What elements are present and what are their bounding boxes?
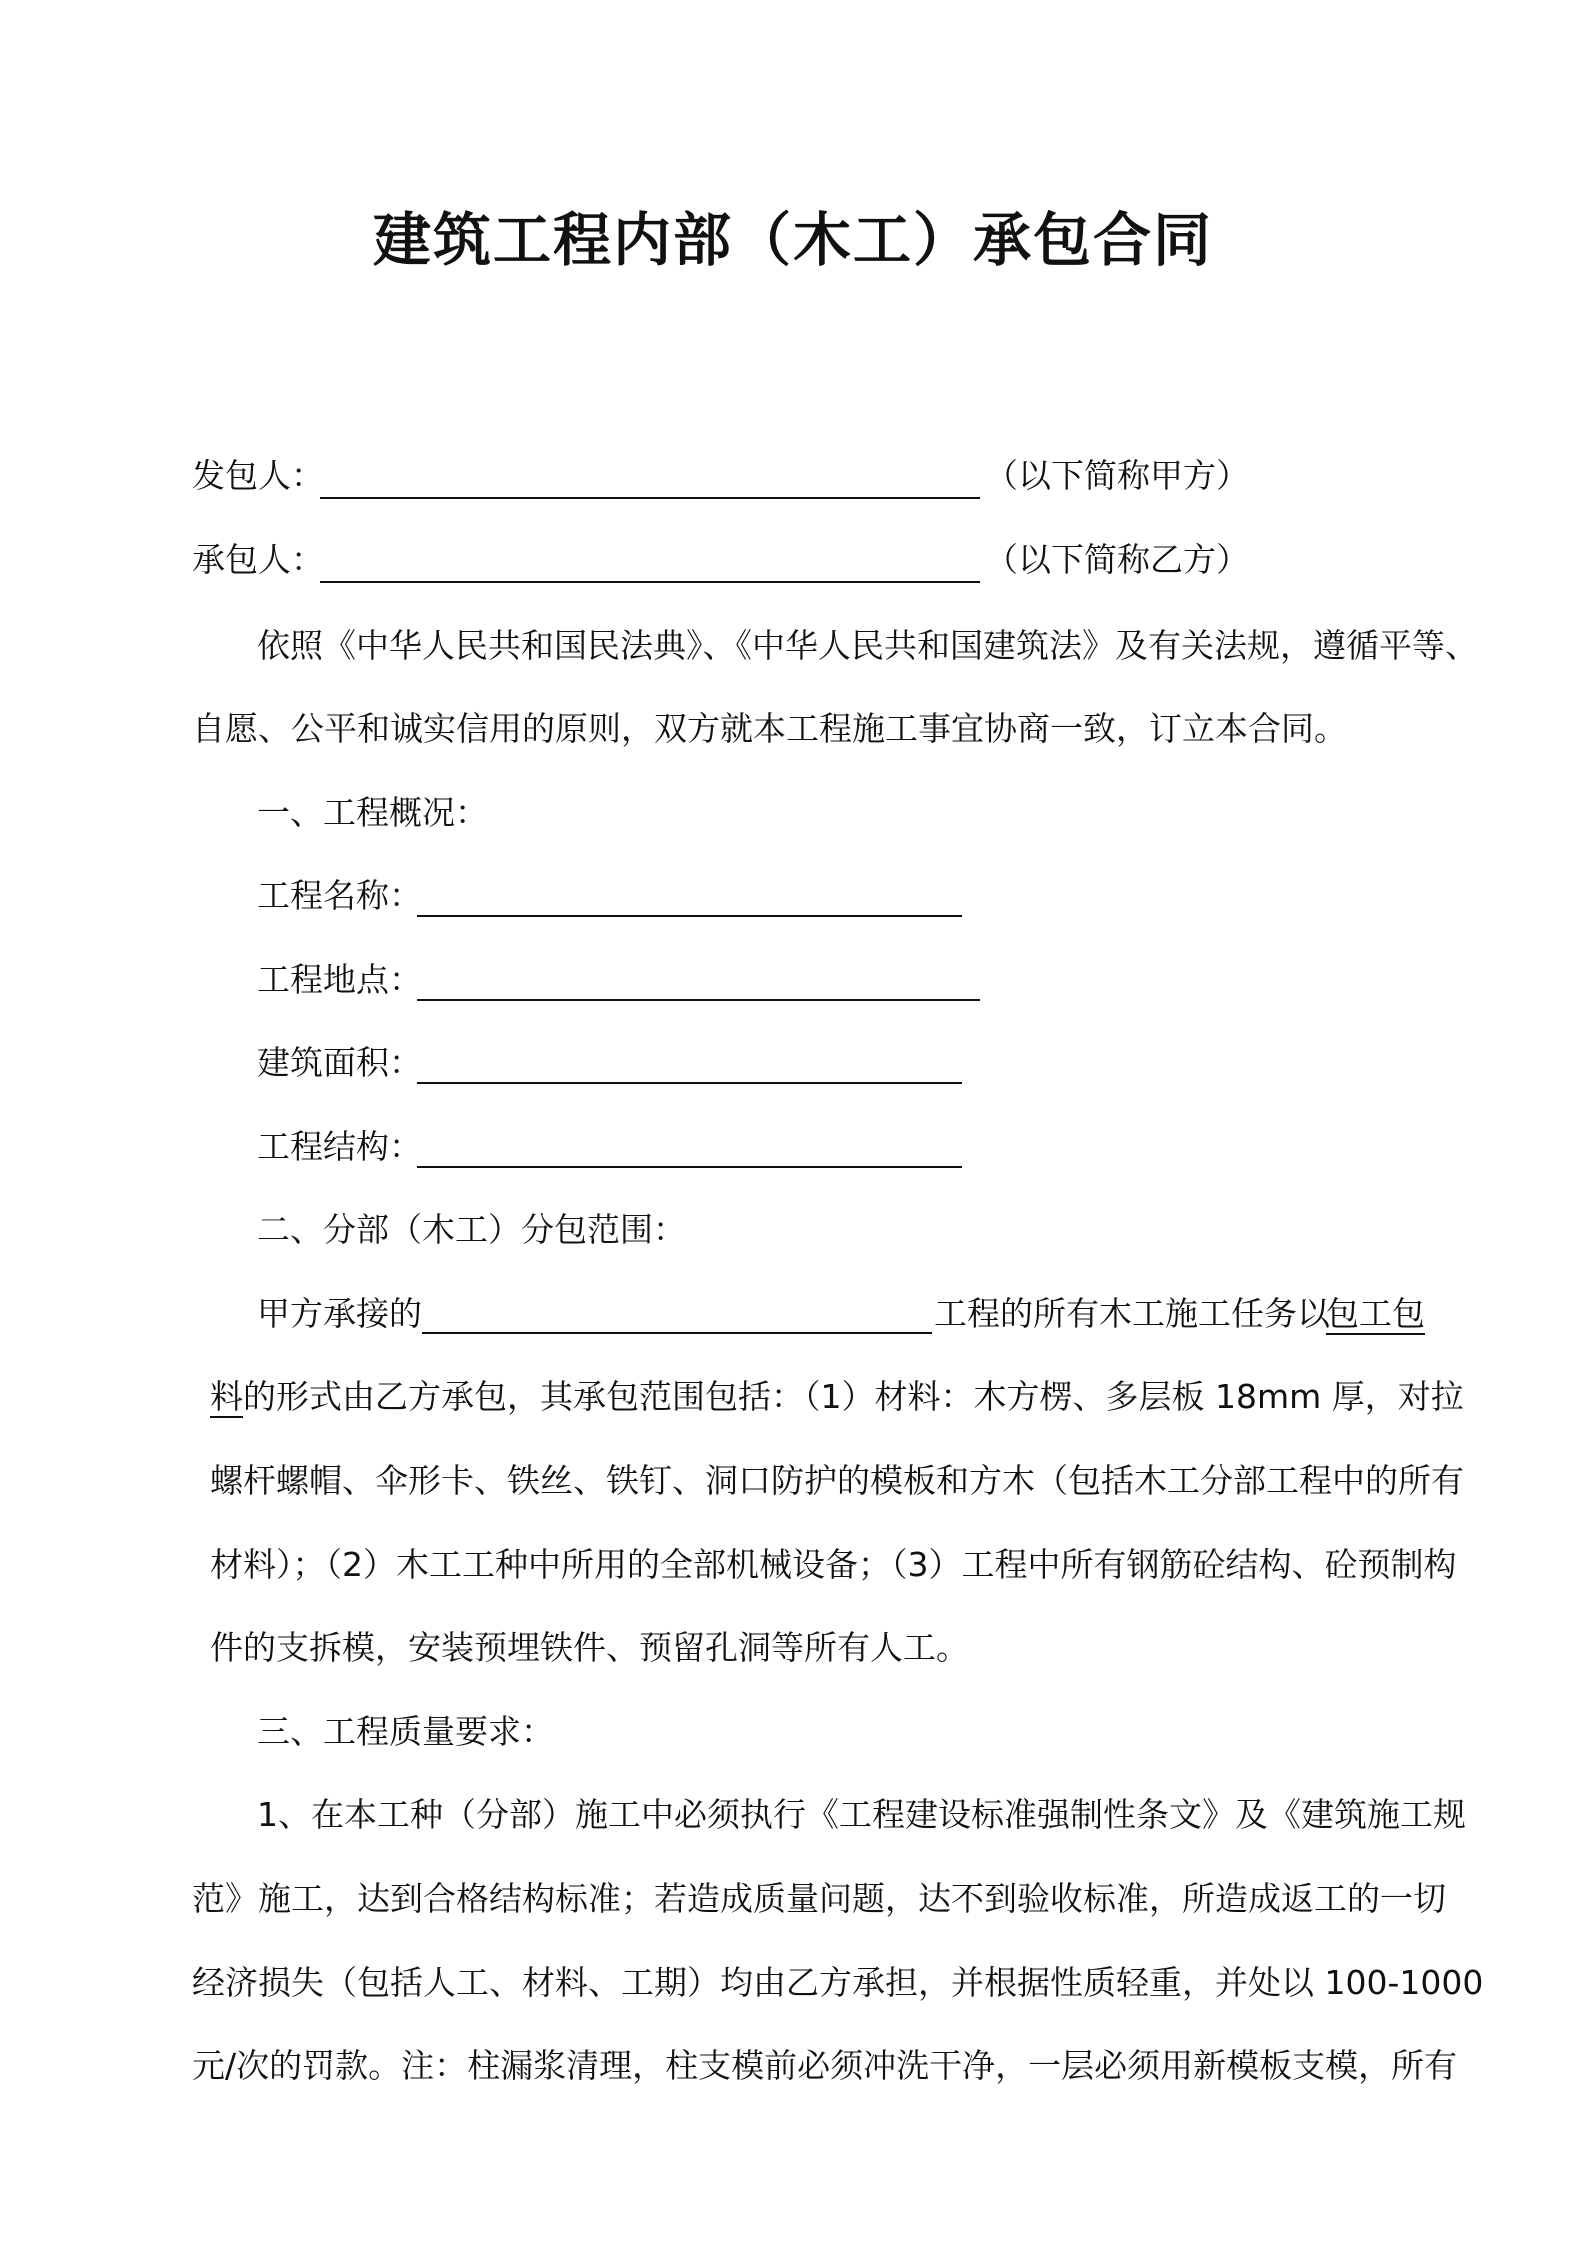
scope-line-3: 螺杆螺帽、伞形卡、铁丝、铁钉、洞口防护的模板和方木（包括木工分部工程中的所有 bbox=[210, 1461, 1464, 1500]
employer-blank[interactable] bbox=[320, 497, 980, 499]
underlined-text: 包工包 bbox=[1326, 1294, 1425, 1333]
underlined-text: 料 bbox=[210, 1377, 243, 1416]
project-name-blank[interactable] bbox=[417, 915, 962, 917]
project-structure-blank[interactable] bbox=[417, 1166, 962, 1168]
quality-line-1: 1、在本工种（分部）施工中必须执行《工程建设标准强制性条文》及《建筑施工规 bbox=[257, 1795, 1466, 1834]
scope-line-4: 材料）；（2）木工工种中所用的全部机械设备；（3）工程中所有钢筋砼结构、砼预制构 bbox=[210, 1545, 1457, 1584]
intro-line-2: 自愿、公平和诚实信用的原则，双方就本工程施工事宜协商一致，订立本合同。 bbox=[192, 709, 1347, 748]
building-area-label: 建筑面积： bbox=[257, 1043, 422, 1082]
section-1-heading: 一、工程概况： bbox=[257, 793, 488, 832]
scope-line-1-middle: 工程的所有木工施工任务以 bbox=[934, 1294, 1330, 1333]
scope-project-blank[interactable] bbox=[422, 1332, 932, 1334]
employer-label: 发包人： bbox=[192, 456, 324, 495]
intro-line-1: 依照《中华人民共和国民法典》、《中华人民共和国建筑法》及有关法规，遵循平等、 bbox=[257, 626, 1478, 665]
contractor-blank[interactable] bbox=[320, 581, 980, 583]
project-name-label: 工程名称： bbox=[257, 876, 422, 915]
document-title: 建筑工程内部（木工）承包合同 bbox=[372, 206, 1213, 274]
contractor-note: （以下简称乙方） bbox=[985, 540, 1249, 579]
section-3-heading: 三、工程质量要求： bbox=[257, 1712, 554, 1751]
building-area-blank[interactable] bbox=[417, 1082, 962, 1084]
scope-line-5: 件的支拆模，安装预埋铁件、预留孔洞等所有人工。 bbox=[210, 1628, 969, 1667]
quality-line-3: 经济损失（包括人工、材料、工期）均由乙方承担，并根据性质轻重，并处以 100-1000 bbox=[192, 1963, 1484, 2002]
quality-line-4: 元/次的罚款。注：柱漏浆清理，柱支模前必须冲洗干净，一层必须用新模板支模，所有 bbox=[192, 2046, 1458, 2085]
scope-line-2-text: 的形式由乙方承包，其承包范围包括：（1）材料：木方楞、多层板 18mm 厚，对拉 bbox=[243, 1377, 1464, 1416]
scope-line-1-underlined bbox=[1326, 1292, 1425, 1336]
project-structure-label: 工程结构： bbox=[257, 1127, 422, 1166]
contractor-label: 承包人： bbox=[192, 540, 324, 579]
scope-line-1-prefix: 甲方承接的 bbox=[257, 1294, 422, 1333]
project-location-blank[interactable] bbox=[417, 999, 980, 1001]
scope-line-2 bbox=[210, 1375, 1464, 1419]
section-2-heading: 二、分部（木工）分包范围： bbox=[257, 1210, 686, 1249]
project-location-label: 工程地点： bbox=[257, 960, 422, 999]
employer-note: （以下简称甲方） bbox=[985, 456, 1249, 495]
quality-line-2: 范》施工，达到合格结构标准；若造成质量问题，达不到验收标准，所造成返工的一切 bbox=[192, 1879, 1446, 1918]
